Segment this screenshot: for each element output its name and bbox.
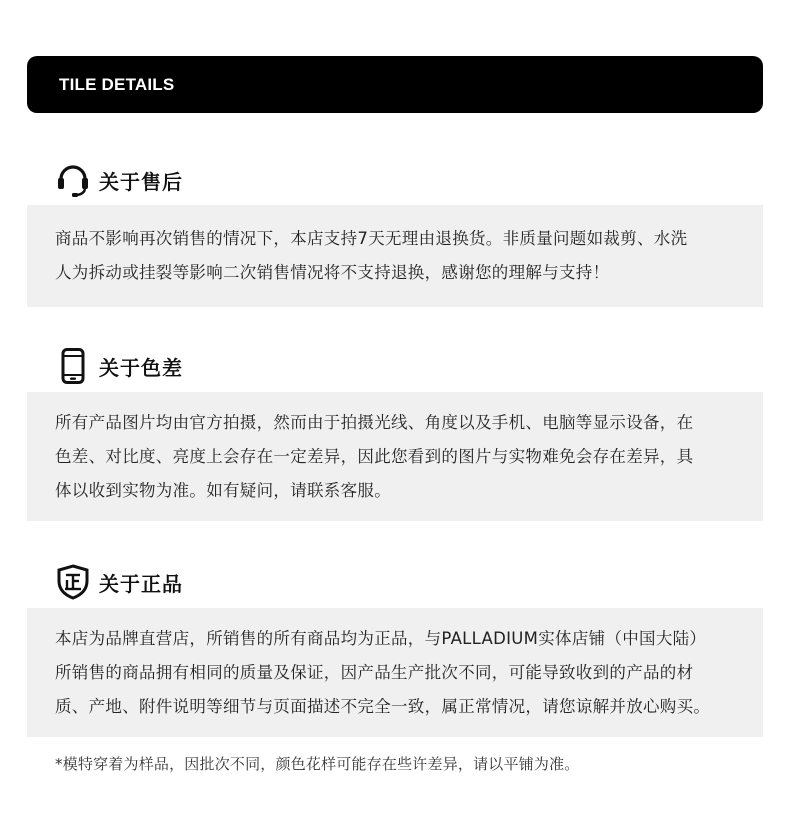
- after-sales-card: [27, 205, 763, 307]
- tile-details-banner: [27, 56, 763, 113]
- card-text-line: 所销售的商品拥有相同的质量及保证，因产品生产批次不同，可能导致收到的产品的材: [55, 662, 694, 682]
- section-title: 关于售后: [99, 169, 183, 194]
- section-header-authentic: [55, 562, 183, 602]
- headset-icon: [55, 162, 91, 198]
- authentic-shield-icon: [55, 564, 91, 600]
- section-title: 关于正品: [99, 571, 183, 596]
- card-text-line: 色差、对比度、亮度上会存在一定差异，因此您看到的图片与实物难免会存在差异，具: [55, 446, 694, 466]
- model-sample-footnote: *模特穿着为样品，因批次不同，颜色花样可能存在些许差异，请以平铺为准。: [55, 755, 580, 773]
- authentic-card: [27, 608, 763, 737]
- section-header-color-difference: [55, 346, 183, 386]
- card-text-line: 质、产地、附件说明等细节与页面描述不完全一致，属正常情况，请您谅解并放心购买。: [55, 696, 711, 716]
- banner-title: TILE DETAILS: [59, 75, 175, 94]
- phone-icon: [55, 348, 91, 384]
- card-text-line: 本店为品牌直营店，所销售的所有商品均为正品，与PALLADIUM实体店铺（中国大陆）: [55, 628, 707, 648]
- color-difference-card: [27, 392, 763, 521]
- card-text-line: 人为拆动或挂裂等影响二次销售情况将不支持退换，感谢您的理解与支持！: [55, 263, 610, 282]
- section-header-after-sales: [55, 160, 183, 200]
- card-text-line: 商品不影响再次销售的情况下，本店支持7天无理由退换货。非质量问题如裁剪、水洗: [55, 229, 688, 248]
- card-text-line: 所有产品图片均由官方拍摄，然而由于拍摄光线、角度以及手机、电脑等显示设备，在: [55, 412, 694, 432]
- section-title: 关于色差: [99, 355, 183, 380]
- card-text-line: 体以收到实物为准。如有疑问，请联系客服。: [55, 480, 391, 500]
